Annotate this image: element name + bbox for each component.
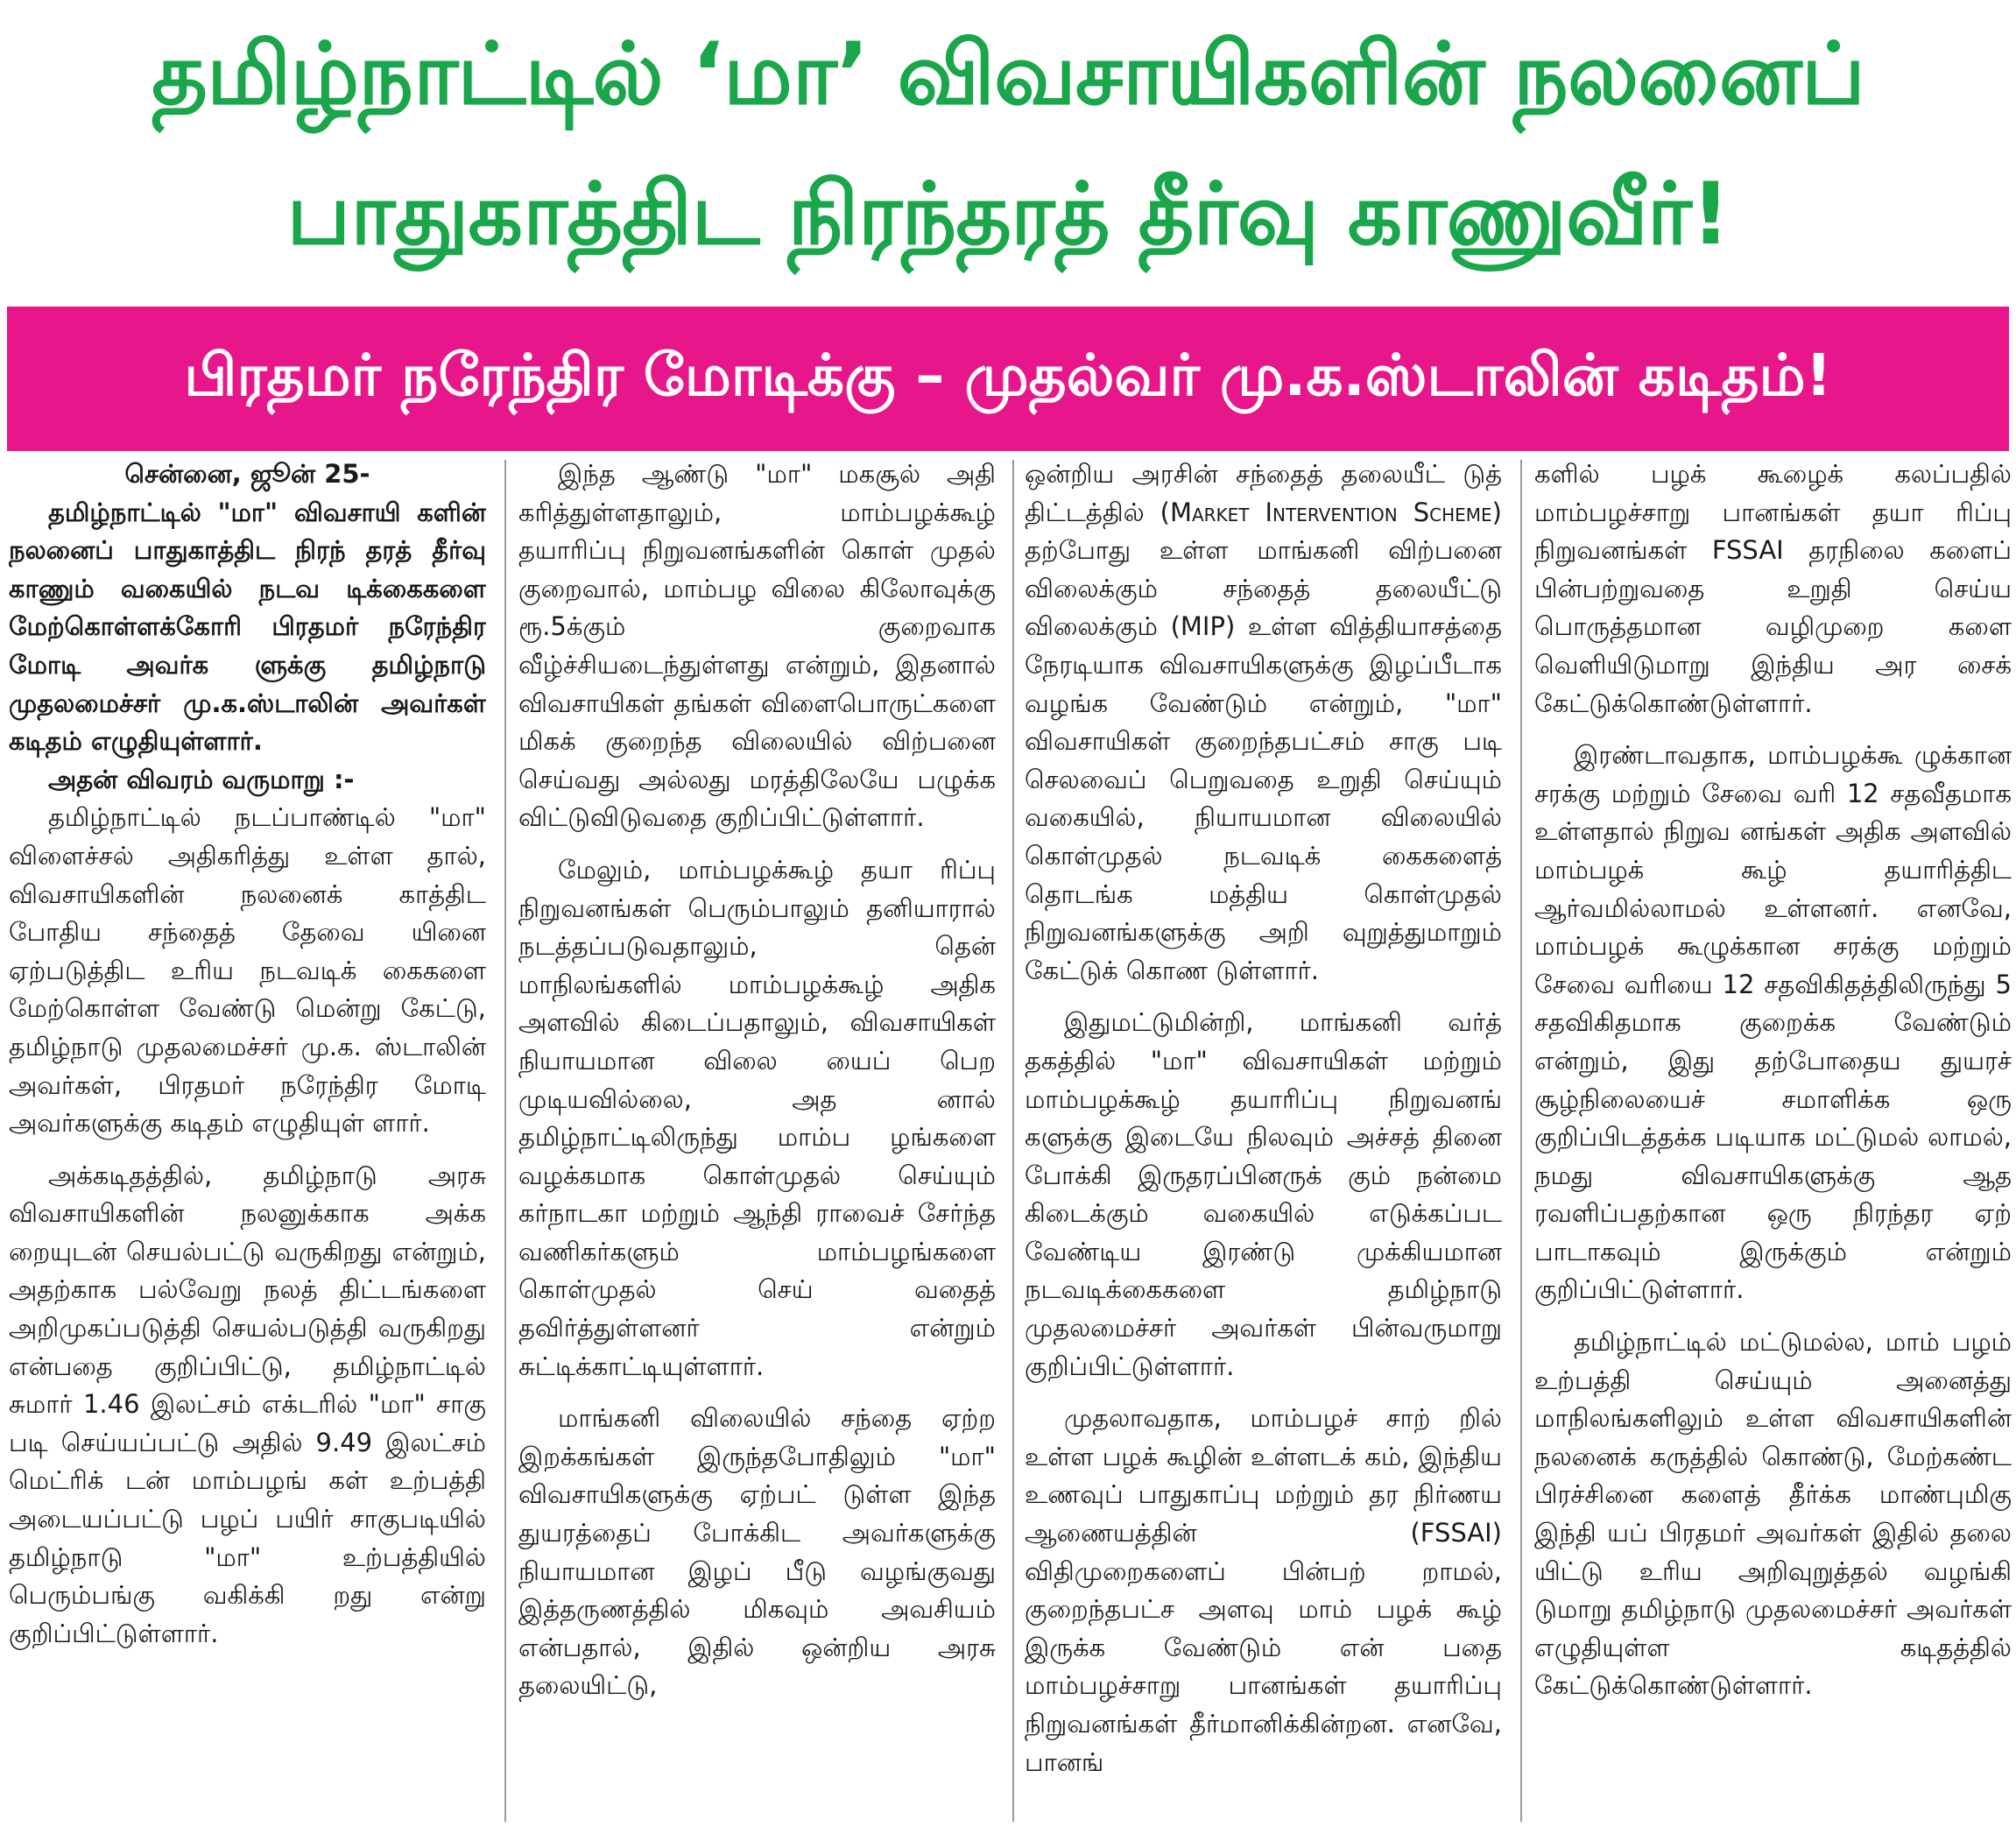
body-text: ) தற்போது உள்ள மாங்கனி விற்பனை விலைக்கும் சந்தைத் தலையீட்டு விலைக்கும் (MIP) உள்ள வித்தியாசத்தை நேரடியாக விவசாயிகளுக்கு இழப்பீடாக வழங்க வேண்டும் என்றும், "மா" விவசாயிகள் குறைந்தபட்சம் சாகு படி செலவைப் பெறுவதை உறுதி செய்யும் வகையில், நியாயமான விலையில் கொள்முதல் நடவடிக் கைகளைத் தொடங்க மத்திய கொள்முதல் நிறுவனங்களுக்கு அறி வுறுத்துமாறும் கேட்டுக் கொண டுள்ளார்.	[1025, 497, 1502, 985]
lead-paragraph: தமிழ்நாட்டில் "மா" விவசாயி களின் நலனைப் பாதுகாத்திட நிரந் தரத் தீர்வு காணும் வகையில் நடவ டிக்கைகளை மேற்கொள்ளக்கோரி பிரதமர் நரேந்திர மோடி அவர்க ளுக்கு தமிழ்நாடு முதலமைச்சர் மு.க.ஸ்டாலின் அவர்கள் கடிதம் எழுதியுள்ளார்.	[9, 497, 486, 757]
subheadline-banner	[7, 307, 2009, 451]
body-paragraph: மேலும், மாம்பழக்கூழ் தயா ரிப்பு நிறுவனங்கள் பெரும்பாலும் தனியாரால் நடத்தப்படுவதாலும், தென் மாநிலங்களில் மாம்பழக்கூழ் அதிக அளவில் கிடைப்பதாலும், விவசாயிகள் நியாயமான விலை யைப் பெற முடியவில்லை, அத னால் தமிழ்நாட்டிலிருந்து மாம்ப ழங்களை வழக்கமாக கொள்முதல் செய்யும் கர்நாடகா மற்றும் ஆந்தி ராவைச் சேர்ந்த வணிகர்களும் மாம்பழங்களை கொள்முதல் செய் வதைத் தவிர்த்துள்ளனர் என்றும் சுட்டிக்காட்டியுள்ளார்.	[518, 854, 996, 1381]
column-2	[518, 455, 996, 1827]
column-1	[9, 455, 486, 1827]
body-paragraph: அக்கடிதத்தில், தமிழ்நாடு அரசு விவசாயிகளின் நலனுக்காக அக்க றையுடன் செயல்பட்டு வருகிறது என்றும், அதற்காக பல்வேறு நலத் திட்டங்களை அறிமுகப்படுத்தி செயல்படுத்தி வருகிறது என்பதை குறிப்பிட்டு, தமிழ்நாட்டில் சுமார் 1.46 இலட்சம் எக்டரில் "மா" சாகு படி செய்யப்பட்டு அதில் 9.49 இலட்சம் மெட்ரிக் டன் மாம்பழங் கள் உற்பத்தி அடையப்பட்டு பழப் பயிர் சாகுபடியில் தமிழ்நாடு "மா" உற்பத்தியில் பெரும்பங்கு வகிக்கி றது என்று குறிப்பிட்டுள்ளார்.	[9, 1160, 486, 1648]
body-text: ஒன்றிய அரசின் சந்தைத் தலையீட் டுத் திட்டத்தில் (	[1025, 459, 1502, 527]
headline-block	[0, 0, 2016, 298]
body-paragraph: இதுமட்டுமின்றி, மாங்கனி வர்த் தகத்தில் "மா" விவசாயிகள் மற்றும் மாம்பழக்கூழ் தயாரிப்பு நிறுவனங் களுக்கு இடையே நிலவும் அச்சத் தினை போக்கி இருதரப்பினருக் கும் நன்மை கிடைக்கும் வகையில் எடுக்கப்பட வேண்டிய இரண்டு முக்கியமான நடவடிக்கைகளை தமிழ்நாடு முதலமைச்சர் அவர்கள் பின்வருமாறு குறிப்பிட்டுள்ளார்.	[1025, 1007, 1502, 1381]
headline-line-2: பாதுகாத்திட நிரந்தரத் தீர்வு காணுவீர்!	[286, 165, 1730, 265]
body-paragraph: தமிழ்நாட்டில் மட்டுமல்ல, மாம் பழம் உற்பத்தி செய்யும் அனைத்து மாநிலங்களிலும் உள்ள விவசாயிகளின் நலனைக் கருத்தில் கொண்டு, மேற்கண்ட பிரச்சினை களைத் தீர்க்க மாண்புமிகு இந்தி யப் பிரதமர் அவர்கள் இதில் தலை யிட்டு உரிய அறிவுறுத்தல் வழங்கி டுமாறு தமிழ்நாடு முதலமைச்சர் அவர்கள் எழுதியுள்ள கடிதத்தில் கேட்டுக்கொண்டுள்ளார்.	[1534, 1327, 2012, 1701]
section-intro: அதன் விவரம் வருமாறு :-	[48, 764, 355, 794]
column-3	[1025, 455, 1502, 1827]
body-paragraph	[1025, 455, 1502, 990]
column-4	[1534, 455, 2012, 1827]
dateline: சென்னை, ஜூன் 25-	[124, 459, 370, 489]
subheadline-text: பிரதமர் நரேந்திர மோடிக்கு – முதல்வர் மு.க.ஸ்டாலின் கடிதம்!	[184, 341, 1832, 409]
body-paragraph: மாங்கனி விலையில் சந்தை ஏற்ற இறக்கங்கள் இருந்தபோதிலும் "மா" விவசாயிகளுக்கு ஏற்பட் டுள்ள இந்த துயரத்தைப் போக்கிட அவர்களுக்கு நியாயமான இழப் பீடு வழங்குவது இத்தருணத்தில் மிகவும் அவசியம் என்பதால், இதில் ஒன்றிய அரசு தலையிட்டு,	[518, 1403, 996, 1701]
body-paragraph: இந்த ஆண்டு "மா" மகசூல் அதி கரித்துள்ளதாலும், மாம்பழக்கூழ் தயாரிப்பு நிறுவனங்களின் கொள் முதல் குறைவால், மாம்பழ விலை கிலோவுக்கு ரூ.5க்கும் குறைவாக வீழ்ச்சியடைந்துள்ளது என்றும், இதனால் விவசாயிகள் தங்கள் விளைபொருட்களை மிகக் குறைந்த விலையில் விற்பனை செய்வது அல்லது மரத்திலேயே பழுக்க விட்டுவிடுவதை குறிப்பிட்டுள்ளார்.	[518, 459, 996, 833]
body-paragraph: முதலாவதாக, மாம்பழச் சாற் றில் உள்ள பழக் கூழின் உள்ளடக் கம், இந்திய உணவுப் பாதுகாப்பு மற்றும் தர நிர்ணய ஆணையத்தின் (FSSAI) விதிமுறைகளைப் பின்பற் றாமல், குறைந்தபட்ச அளவு மாம் பழக் கூழ் இருக்க வேண்டும் என் பதை மாம்பழச்சாறு பானங்கள் தயாரிப்பு நிறுவனங்கள் தீர்மானிக்கின்றன. எனவே, பானங்	[1025, 1403, 1502, 1777]
body-paragraph: களில் பழக் கூழைக் கலப்பதில் மாம்பழச்சாறு பானங்கள் தயா ரிப்பு நிறுவனங்கள் FSSAI தரநிலை களைப் பின்பற்றுவதை உறுதி செய்ய பொருத்தமான வழிமுறை களை வெளியிடுமாறு இந்திய அர சைக் கேட்டுக்கொண்டுள்ளார்.	[1534, 459, 2012, 718]
headline-line-1: தமிழ்நாட்டில் ‘மா’ விவசாயிகளின் நலனைப்	[152, 25, 1864, 124]
scheme-name: Market Intervention Scheme	[1169, 497, 1492, 527]
body-paragraph: இரண்டாவதாக, மாம்பழக்கூ ழுக்கான சரக்கு மற்றும் சேவை வரி 12 சதவீதமாக உள்ளதால் நிறுவ னங்கள் அதிக அளவில் மாம்பழக் கூழ் தயாரித்திட ஆர்வமில்லாமல் உள்ளனர். எனவே, மாம்பழக் கூழுக்கான சரக்கு மற்றும் சேவை வரியை 12 சதவிகிதத்திலிருந்து 5 சதவிகிதமாக குறைக்க வேண்டும் என்றும், இது தற்போதைய துயரச் சூழ்நிலையைச் சமாளிக்க ஒரு குறிப்பிடத்தக்க படியாக மட்டுமல் லாமல், நமது விவசாயிகளுக்கு ஆத ரவளிப்பதற்கான ஒரு நிரந்தர ஏற் பாடாகவும் இருக்கும் என்றும் குறிப்பிட்டுள்ளார்.	[1534, 740, 2012, 1305]
article-body	[0, 455, 2016, 1827]
body-paragraph: தமிழ்நாட்டில் நடப்பாண்டில் "மா" விளைச்சல் அதிகரித்து உள்ள தால், விவசாயிகளின் நலனைக் காத்திட போதிய சந்தைத் தேவை யினை ஏற்படுத்திட உரிய நடவடிக் கைகளை மேற்கொள்ள வேண்டு மென்று கேட்டு, தமிழ்நாடு முதலமைச்சர் மு.க. ஸ்டாலின் அவர்கள், பிரதமர் நரேந்திர மோடி அவர்களுக்கு கடிதம் எழுதியுள் ளார்.	[9, 802, 486, 1139]
